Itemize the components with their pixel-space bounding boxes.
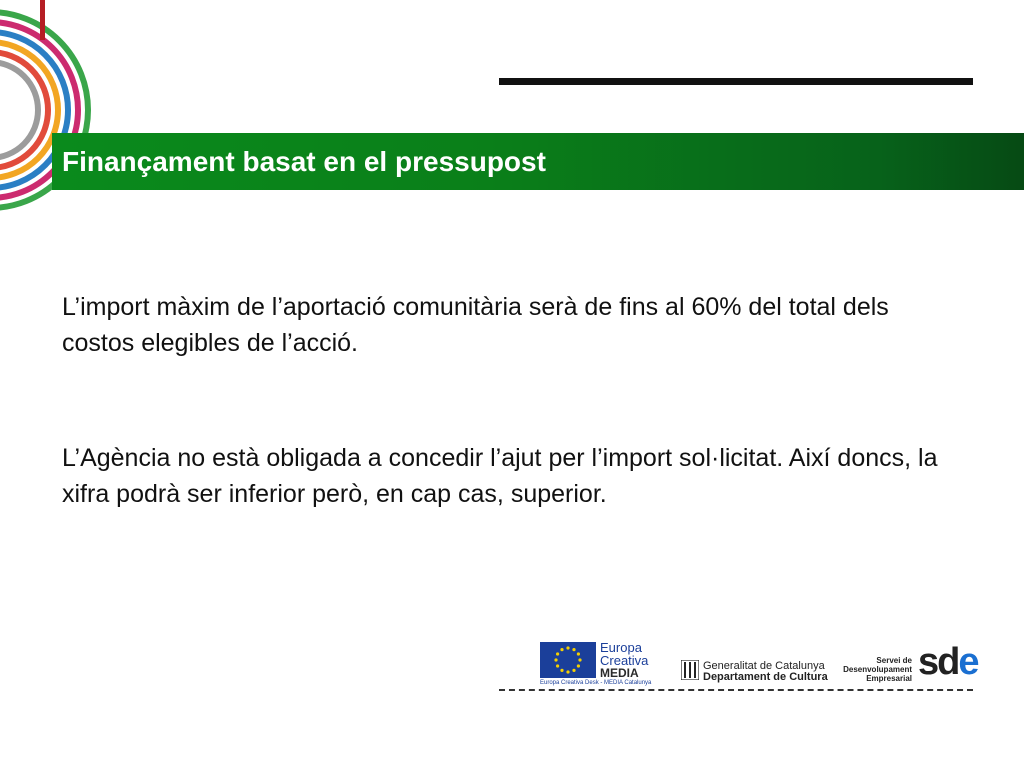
- eu-logo-line1: Europa: [600, 640, 642, 655]
- generalitat-name: Generalitat de Catalunya: [703, 660, 825, 672]
- europa-creativa-logo: [540, 640, 660, 688]
- sde-label-line: Empresarial: [866, 674, 912, 683]
- eu-flag-icon: [540, 642, 596, 678]
- eu-logo-line3: MEDIA: [600, 666, 639, 680]
- sde-label: [842, 656, 912, 683]
- sde-mark: [918, 642, 978, 682]
- paragraph-text: L’import màxim de l’aportació comunitària serà de fins al 60% del total dels costos elegibles de l’acció.: [62, 293, 889, 357]
- slide-title: Finançament basat en el pressupost: [62, 146, 546, 177]
- generalitat-logo: [681, 640, 828, 683]
- sde-logo: [842, 640, 978, 684]
- footer-dashed-divider: [499, 689, 973, 691]
- department-name: Departament de Cultura: [703, 671, 828, 683]
- title-bar: [52, 133, 1024, 190]
- sde-mark-sd: sd: [918, 641, 959, 683]
- top-divider: [499, 78, 973, 85]
- decorative-arcs-graphic: [0, 0, 110, 230]
- paragraph-text: L’Agència no està obligada a concedir l’ajut per l’import sol·licitat. Així doncs, la xifra podrà ser inferior però, en cap cas, superior.: [62, 444, 938, 508]
- sde-label-line: Servei de: [876, 656, 912, 665]
- eu-logo-subtitle: Europa Creativa Desk - MEDIA Catalunya: [540, 680, 652, 686]
- body-paragraph-1: [62, 289, 962, 361]
- sde-label-line: Desenvolupament: [843, 665, 912, 674]
- generalitat-icon: [681, 660, 699, 680]
- eu-logo-line2: Creativa: [600, 653, 649, 668]
- sde-mark-e: e: [958, 641, 978, 683]
- body-paragraph-2: [62, 440, 962, 512]
